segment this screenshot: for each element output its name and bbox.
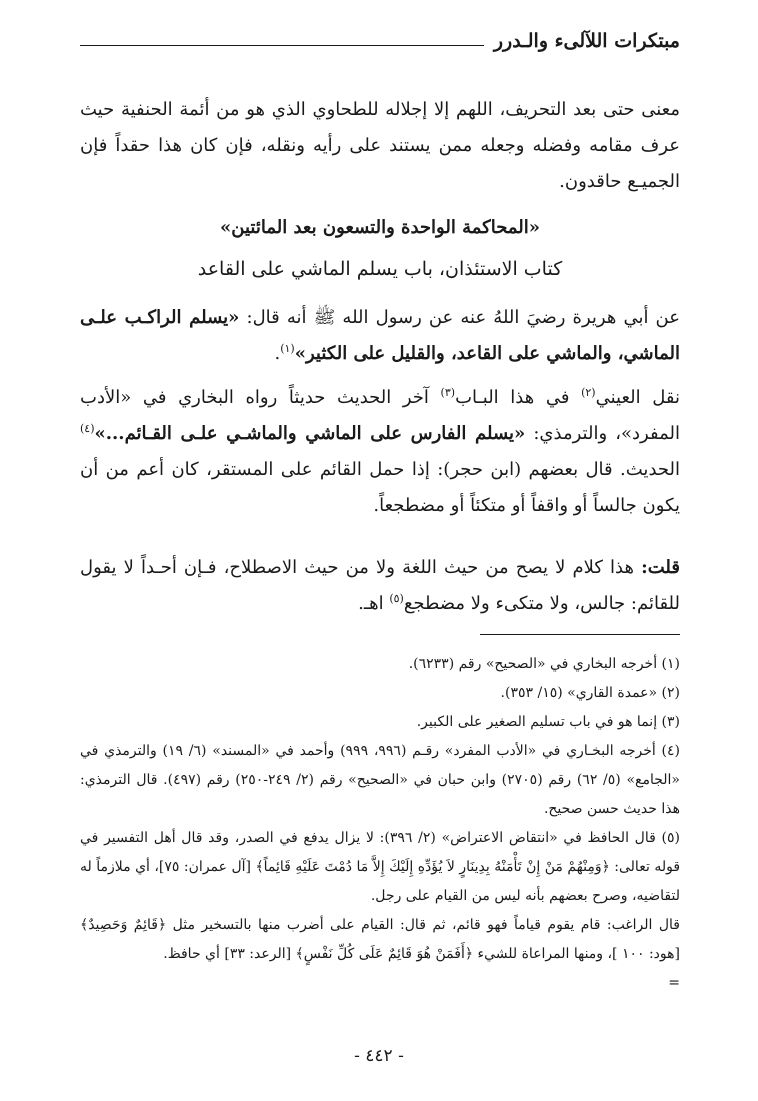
- commentary-paragraph-1: [80, 380, 680, 524]
- footnote-5-continued: قال الراغب: قام يقوم قياماً فهو قائم، ثم قال: القيام على أضرب منها بالتسخير مثل ﴿قَائِمٌ وَحَصِيدٌ﴾ [هود: ١٠٠ ]، ومنها المراعاة للشيء ﴿أَفَمَنْ هُوَ قَائِمٌ عَلَى كُلِّ نَفْسٍ﴾ [الرعد: ٣٣] أي حافظ.: [80, 917, 680, 962]
- running-title: مبتكرات اللآلىء والـدرر: [493, 30, 680, 52]
- page-number: - ٤٤٢ -: [354, 1046, 404, 1066]
- footnote-2: (٢) «عمدة القاري» (١٥/ ٣٥٣).: [500, 685, 680, 701]
- footnote-4: (٤) أخرجه البخـاري في «الأدب المفرد» رقـم (٩٩٦، ٩٩٩) وأحمد في «المسند» (٦/ ١٩) والترمذي في «الجامع» (٥/ ٦٢) رقم (٢٧٠٥) وابن حبان في «الصحيح» رقم (٢/ ٢٤٩-٢٥٠) رقم (٤٩٧). قال الترمذي: هذا حديث حسن صحيح.: [80, 743, 680, 817]
- author-remark-text: هذا كلام لا يصح من حيث اللغة ولا من حيث الاصطلاح، فـإن أحـداً لا يقول للقائم: جالس، ولا متكىء ولا مضطجع: [80, 557, 680, 614]
- header-rule: [80, 45, 484, 46]
- footnote-continuation-mark: =: [668, 975, 680, 991]
- commentary-text-d: الحديث. قال بعضهم (ابن حجر): إذا حمل القائم على المستقر، كان أعم من أن يكون جالساً أو واقفاً أو متكئاً أو مضطجعاً.: [80, 459, 680, 516]
- footnotes-section: [80, 650, 680, 998]
- running-header: [80, 30, 680, 52]
- author-remark-label: قلت:: [641, 557, 680, 578]
- footnote-5: (٥) قال الحافظ في «انتقاض الاعتراض» (٢/ ٣٩٦): لا يزال يدفع في الصدر، وقد قال أهل التفسير في قوله تعالى: ﴿وَمِنْهُمْ مَنْ إِنْ تَأْمَنْهُ بِدِينَارٍ لاَ يُؤَدِّهِ إِلَيْكَ إِلاَّ مَا دُمْتَ عَلَيْهِ قَائِماً﴾ [آل عمران: ٧٥]، أي ملازماً له لتقاضيه، وصرح بعضهم بأنه ليس من القيام على رجل.: [80, 830, 681, 904]
- commentary-text-b: في هذا البـاب: [455, 387, 582, 408]
- footnote-ref-4: (٤): [80, 422, 95, 435]
- commentary-quote: «يسلم الفارس على الماشي والماشـي علـى القـائم...»: [94, 423, 526, 444]
- hadith-paragraph: [80, 300, 680, 372]
- footnote-ref-2: (٢): [581, 386, 596, 399]
- commentary-text-a: نقل العيني: [595, 387, 680, 408]
- intro-paragraph: معنى حتى بعد التحريف، اللهم إلا إجلاله للطحاوي الذي هو من أئمة الحنفية حيث عرف مقامه وفضله وجعله ممن يستند على رأيه ونقله، فإن كان هذا حقداً فإن الجميـع حاقدون.: [80, 99, 680, 192]
- footnote-ref-5: (٥): [389, 592, 404, 605]
- footnote-3: (٣) إنما هو في باب تسليم الصغير على الكبير.: [416, 714, 680, 730]
- author-remark-end: اهـ.: [358, 593, 390, 614]
- footnote-ref-1: (١): [280, 342, 295, 355]
- footnote-1: (١) أخرجه البخاري في «الصحيح» رقم (٦٢٣٣).: [408, 656, 680, 672]
- section-subtitle: كتاب الاستئذان، باب يسلم الماشي على القاعد: [197, 258, 563, 280]
- hadith-lead: عن أبي هريرة رضيَ اللهُ عنه عن رسول الله ﷺ أنه قال:: [239, 307, 680, 328]
- footnote-separator: [480, 634, 680, 635]
- hadith-quote: «يسلم الراكـب علـى الماشي، والماشي على القاعد، والقليل على الكثير»: [80, 307, 680, 364]
- commentary-text-c: آخر الحديث حديثاً رواه البخاري في «الأدب المفرد»، والترمذي:: [80, 387, 680, 444]
- footnote-ref-3: (٣): [440, 386, 456, 399]
- hadith-end: .: [274, 343, 281, 364]
- section-title: «المحاكمة الواحدة والتسعون بعد المائتين»: [220, 217, 540, 238]
- commentary-paragraph-2: [80, 550, 680, 622]
